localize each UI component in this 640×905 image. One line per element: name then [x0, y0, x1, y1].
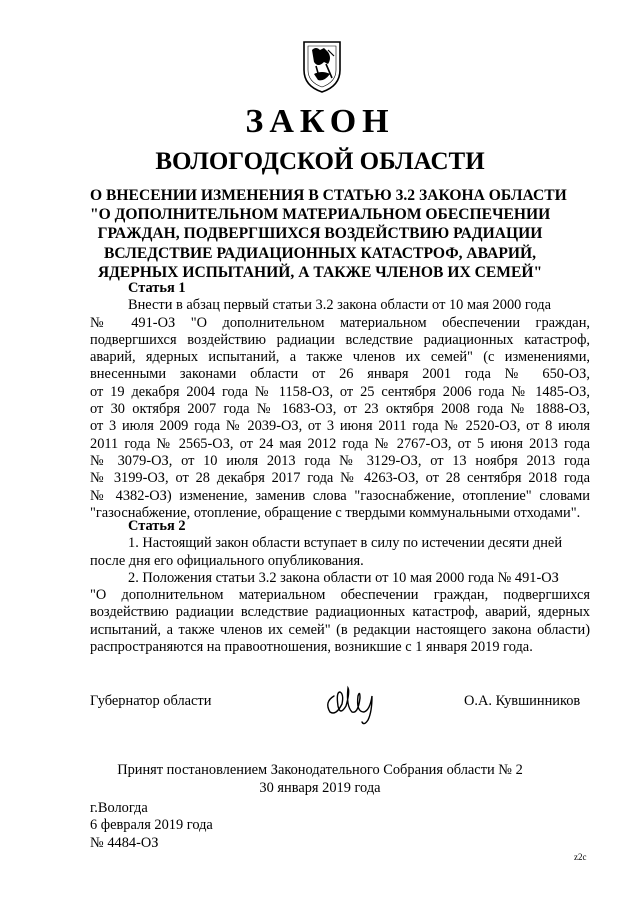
article-1-line: от 30 октября 2007 года № 1683-ОЗ, от 23 октября 2008 года № 1888-ОЗ,	[90, 401, 590, 418]
subtitle-line: ЯДЕРНЫХ ИСПЫТАНИЙ, А ТАКЖЕ ЧЛЕНОВ ИХ СЕМЕЙ"	[97, 263, 543, 281]
issue-city: г.Вологда	[90, 800, 148, 816]
adoption-line: Принят постановлением Законодательного Собрания области № 2	[117, 762, 523, 778]
article-1-line: № 3199-ОЗ, от 28 декабря 2017 года № 4263-ОЗ, от 28 сентября 2018 года	[90, 470, 590, 487]
article-1-heading: Статья 1	[128, 280, 186, 296]
subtitle-line: ГРАЖДАН, ПОДВЕРГШИХСЯ ВОЗДЕЙСТВИЮ РАДИАЦИИ	[97, 225, 543, 243]
governor-position: Губернатор области	[90, 693, 212, 709]
article-1-line: № 4382-ОЗ) изменение, заменив слова "газоснабжение, отопление" словами	[90, 487, 590, 504]
article-2-heading: Статья 2	[128, 518, 186, 534]
subtitle-line: О ВНЕСЕНИИ ИЗМЕНЕНИЯ В СТАТЬЮ 3.2 ЗАКОНА ОБЛАСТИ	[90, 187, 567, 204]
article-2-line: испытаний, а также членов их семей" (в редакции настоящего закона области)	[90, 621, 590, 638]
document-code: z2c	[574, 852, 587, 862]
article-1-line: 2011 года № 2565-ОЗ, от 24 мая 2012 года № 2767-ОЗ, от 5 июня 2013 года	[90, 435, 590, 452]
adoption-date: 30 января 2019 года	[259, 779, 381, 796]
article-1	[90, 280, 590, 522]
subtitle-line: "О ДОПОЛНИТЕЛЬНОМ МАТЕРИАЛЬНОМ ОБЕСПЕЧЕНИИ	[90, 206, 551, 224]
article-2-line: 1. Настоящий закон области вступает в силу по истечении десяти дней	[128, 535, 563, 552]
article-2-line: распространяются на правоотношения, возникшие с 1 января 2019 года.	[90, 639, 533, 656]
coat-of-arms-emblem	[302, 40, 342, 94]
article-2-line: воздействию радиации вследствие радиационных катастроф, аварий, ядерных	[90, 604, 590, 621]
article-1-line: № 491-ОЗ "О дополнительном материальном обеспечении граждан,	[90, 314, 590, 331]
region-title: ВОЛОГОДСКОЙ ОБЛАСТИ	[155, 148, 485, 175]
issue-details	[90, 800, 213, 852]
subtitle-line: ВСЛЕДСТВИЕ РАДИАЦИОННЫХ КАТАСТРОФ, АВАРИЙ,	[103, 244, 537, 262]
article-1-line: подвергшихся воздействию радиации вследствие радиационных катастроф,	[90, 331, 590, 348]
law-subtitle	[90, 186, 567, 282]
issue-date: 6 февраля 2019 года	[90, 817, 213, 834]
adoption-note	[0, 762, 640, 797]
law-number: № 4484-ОЗ	[90, 834, 159, 851]
article-1-line: аварий, ядерных испытаний, а также членов их семей" (с изменениями,	[90, 349, 590, 366]
article-1-line: от 19 декабря 2004 года № 1158-ОЗ, от 25 сентября 2006 года № 1485-ОЗ,	[90, 383, 590, 400]
article-1-line: внесенными законами области от 26 января 2001 года № 650-ОЗ,	[90, 366, 590, 383]
governor-name: О.А. Кувшинников	[464, 693, 581, 709]
law-title: ЗАКОН	[245, 103, 395, 140]
governor-signature	[320, 676, 382, 728]
article-1-line: № 3079-ОЗ, от 10 июля 2013 года № 3129-ОЗ, от 13 ноября 2013 года	[90, 452, 590, 469]
article-1-line: Внести в абзац первый статьи 3.2 закона области от 10 мая 2000 года	[128, 297, 551, 314]
article-1-line: "газоснабжение, отопление, обращение с твердыми коммунальными отходами".	[90, 504, 581, 521]
article-2	[90, 518, 590, 656]
article-2-line: после дня его официального опубликования.	[90, 552, 364, 569]
article-2-line: "О дополнительном материальном обеспечении граждан, подвергшихся	[90, 587, 590, 604]
article-2-line: 2. Положения статьи 3.2 закона области от 10 мая 2000 года № 491-ОЗ	[128, 569, 559, 586]
article-1-line: от 3 июля 2009 года № 2039-ОЗ, от 3 июня 2011 года № 2520-ОЗ, от 8 июля	[90, 418, 590, 435]
